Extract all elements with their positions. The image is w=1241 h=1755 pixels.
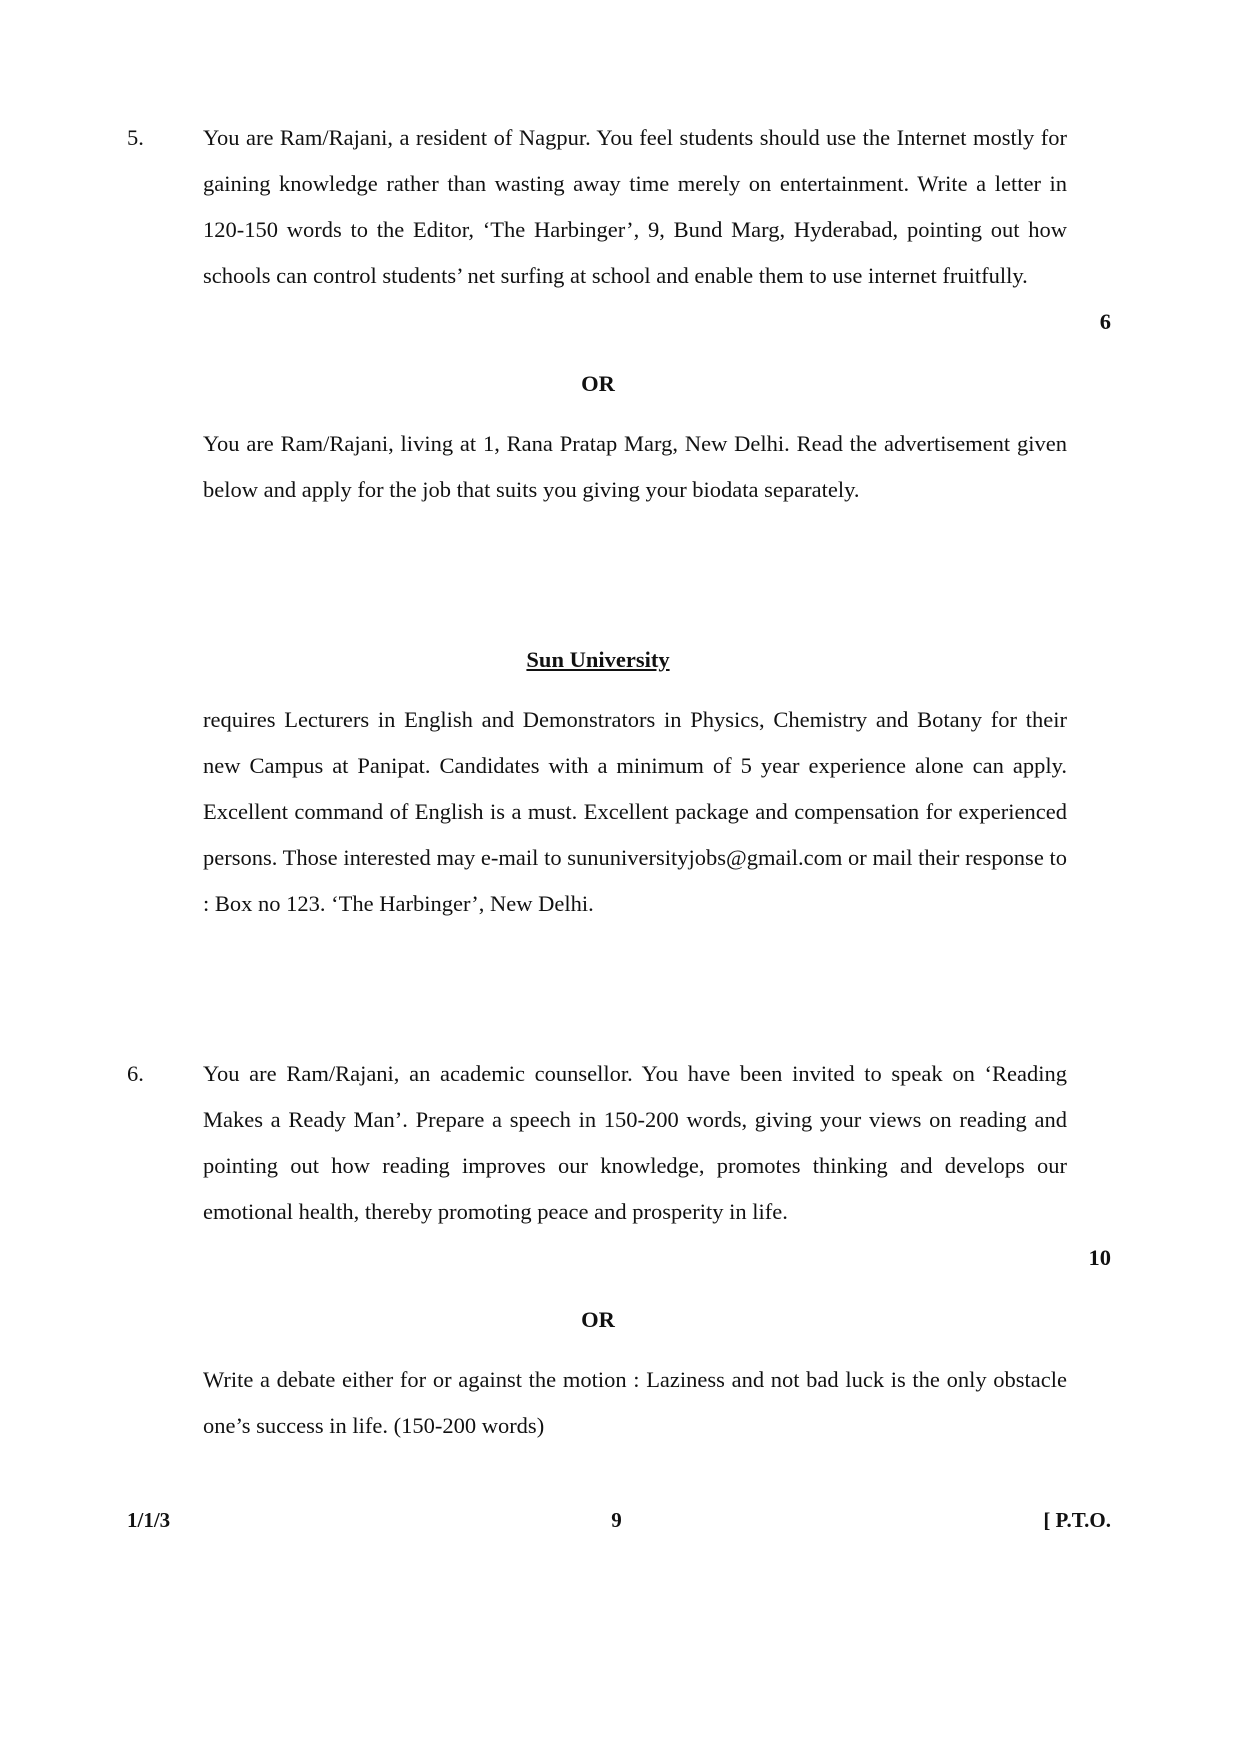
question-6-text: You are Ram/Rajani, an academic counsellor. You have been invited to speak on ‘Reading Makes a Ready Man’. Prepare a speech in 150-200 words, giving your views on reading and pointing out how reading improves our knowledge, promotes thinking and develops our emotional health, thereby promoting peace and prosperity in life. xyxy=(203,1061,1067,1224)
question-6-alternative-text: Write a debate either for or against the motion : Laziness and not bad luck is the only obstacle one’s success in life. (150-200 words) xyxy=(203,1367,1067,1438)
advertisement-title: Sun University xyxy=(526,647,670,672)
footer-page-number: 9 xyxy=(611,1508,622,1532)
question-5-alternative-text: You are Ram/Rajani, living at 1, Rana Pratap Marg, New Delhi. Read the advertisement given below and apply for the job that suits you giving your biodata separately. xyxy=(203,431,1067,502)
footer-pto: [ P.T.O. xyxy=(1043,1508,1111,1532)
advertisement-text: requires Lecturers in English and Demonstrators in Physics, Chemistry and Botany for their new Campus at Panipat. Candidates with a minimum of 5 year experience alone can apply. Excellent command of English is a must. Excellent package and compensation for experienced persons. Those interested may e-mail to sununiversityjobs@gmail.com or mail their response to : Box no 123. ‘The Harbinger’, New Delhi. xyxy=(203,707,1067,916)
question-5-marks: 6 xyxy=(1099,309,1111,334)
question-6-marks: 10 xyxy=(1088,1245,1111,1270)
question-5-number: 5. xyxy=(127,125,144,150)
question-5-or-label: OR xyxy=(581,371,615,396)
question-6-number: 6. xyxy=(127,1061,144,1086)
question-5-text: You are Ram/Rajani, a resident of Nagpur. You feel students should use the Internet mostly for gaining knowledge rather than wasting away time merely on entertainment. Write a letter in 120-150 words to the Editor, ‘The Harbinger’, 9, Bund Marg, Hyderabad, pointing out how schools can control students’ net surfing at school and enable them to use internet fruitfully. xyxy=(203,125,1067,288)
footer-paper-code: 1/1/3 xyxy=(127,1508,171,1532)
question-6-or-label: OR xyxy=(581,1307,615,1332)
